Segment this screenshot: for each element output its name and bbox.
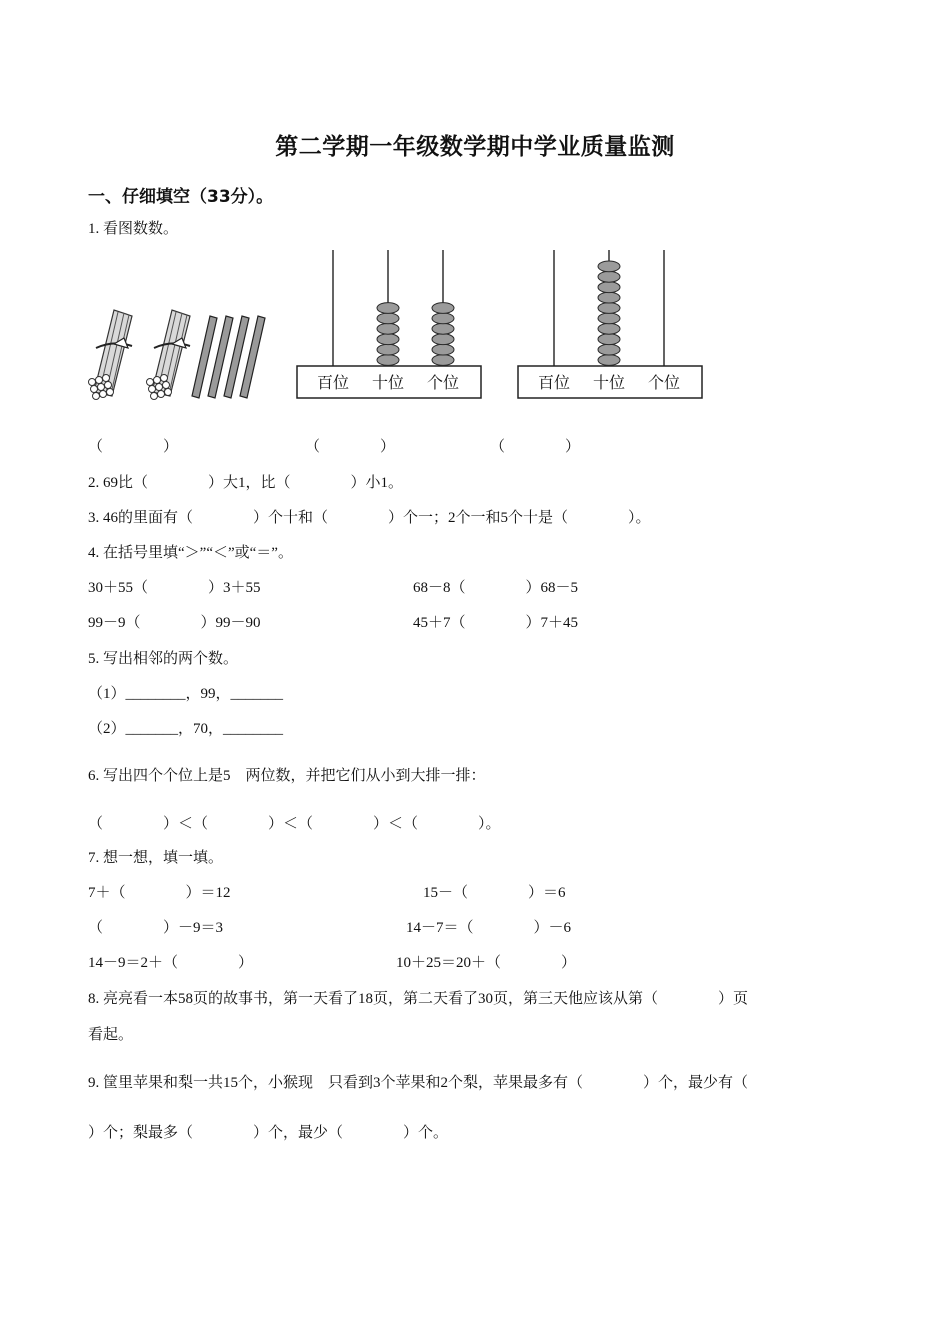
abacus-2 [516,248,706,402]
abacus-1-bead-tens [377,313,399,324]
abacus-1 [295,248,485,402]
abacus-1-bead-ones [432,303,454,314]
fill-item-5[interactable]: 14－9＝2＋（ ） [88,955,254,971]
abacus-2-bead-tens [598,313,620,324]
abacus-2-label-tens: 十位 [592,373,626,392]
question-9-line-2: ）个；梨最多（ ）个，最少（ ）个。 [88,1125,449,1141]
abacus-2-label-hundreds: 百位 [537,373,571,392]
abacus-2-bead-tens [598,355,620,366]
question-8-line-2: 看起。 [88,1027,134,1043]
abacus-1-label-ones: 个位 [426,373,460,392]
question-5: 5. 写出相邻的两个数。 [88,651,239,667]
abacus-2-bead-tens [598,292,620,303]
abacus-2-bead-tens [598,323,620,334]
abacus-1-label-tens: 十位 [371,373,405,392]
answer-blank-3[interactable]: （ ） [490,439,581,455]
neighbor-item-1[interactable]: （1）________，99，_______ [88,686,284,702]
stick-bundle-1 [89,310,133,400]
abacus-1-beads [377,303,454,366]
abacus-1-bead-tens [377,334,399,345]
section-heading: 一、仔细填空（33分）。 [88,187,274,207]
abacus-1-bead-tens [377,344,399,355]
abacus-1-bead-tens [377,303,399,314]
compare-item-4[interactable]: 45＋7（ ）7＋45 [413,615,579,631]
neighbor-item-2[interactable]: （2）_______，70，________ [88,721,284,737]
abacus-1-bead-ones [432,355,454,366]
abacus-2-bead-tens [598,344,620,355]
answer-blank-1[interactable]: （ ） [88,439,179,455]
abacus-2-bead-tens [598,282,620,293]
abacus-2-beads [598,261,620,365]
fill-item-6[interactable]: 10＋25＝20＋（ ） [396,955,577,971]
question-3: 3. 46的里面有（ ）个十和（ ）个一；2个一和5个十是（ ）。 [88,510,651,526]
question-2: 2. 69比（ ）大1，比（ ）小1。 [88,475,404,491]
answer-blank-2[interactable]: （ ） [305,439,396,455]
abacus-1-bead-ones [432,344,454,355]
question-1: 1. 看图数数。 [88,221,179,237]
abacus-1-bead-ones [432,323,454,334]
question-6: 6. 写出四个个位上是5 两位数，并把它们从小到大排一排： [88,768,486,784]
page-title: 第二学期一年级数学期中学业质量监测 [275,134,675,160]
abacus-2-bead-tens [598,303,620,314]
abacus-1-bead-ones [432,313,454,324]
question-9-line-1: 9. 筐里苹果和梨一共15个，小猴现 只看到3个苹果和2个梨，苹果最多有（ ）个，最少有（ [88,1075,749,1091]
compare-item-2[interactable]: 68－8（ ）68－5 [413,580,579,596]
abacus-1-bead-tens [377,355,399,366]
question-8-line-1: 8. 亮亮看一本58页的故事书，第一天看了18页，第二天看了30页，第三天他应该从第（ ）页 [88,991,749,1007]
abacus-2-label-ones: 个位 [647,373,681,392]
fill-item-4[interactable]: 14－7＝（ ）－6 [406,920,572,936]
abacus-1-bead-tens [377,323,399,334]
abacus-1-label-hundreds: 百位 [316,373,350,392]
abacus-2-bead-tens [598,261,620,272]
fill-item-3[interactable]: （ ）－9＝3 [88,920,224,936]
abacus-1-bead-ones [432,334,454,345]
abacus-2-bead-tens [598,271,620,282]
question-4: 4. 在括号里填“＞”“＜”或“＝”。 [88,545,293,561]
compare-item-3[interactable]: 99－9（ ）99－90 [88,615,261,631]
question-6-answer[interactable]: （ ）＜（ ）＜（ ）＜（ ）。 [88,816,501,832]
fill-item-2[interactable]: 15－（ ）＝6 [423,885,566,901]
question-7: 7. 想一想，填一填。 [88,850,224,866]
abacus-2-bead-tens [598,334,620,345]
fill-item-1[interactable]: 7＋（ ）＝12 [88,885,231,901]
single-sticks [192,316,265,398]
stick-bundle-2 [147,310,191,400]
stick-bundles-illustration [84,300,279,402]
compare-item-1[interactable]: 30＋55（ ）3＋55 [88,580,261,596]
